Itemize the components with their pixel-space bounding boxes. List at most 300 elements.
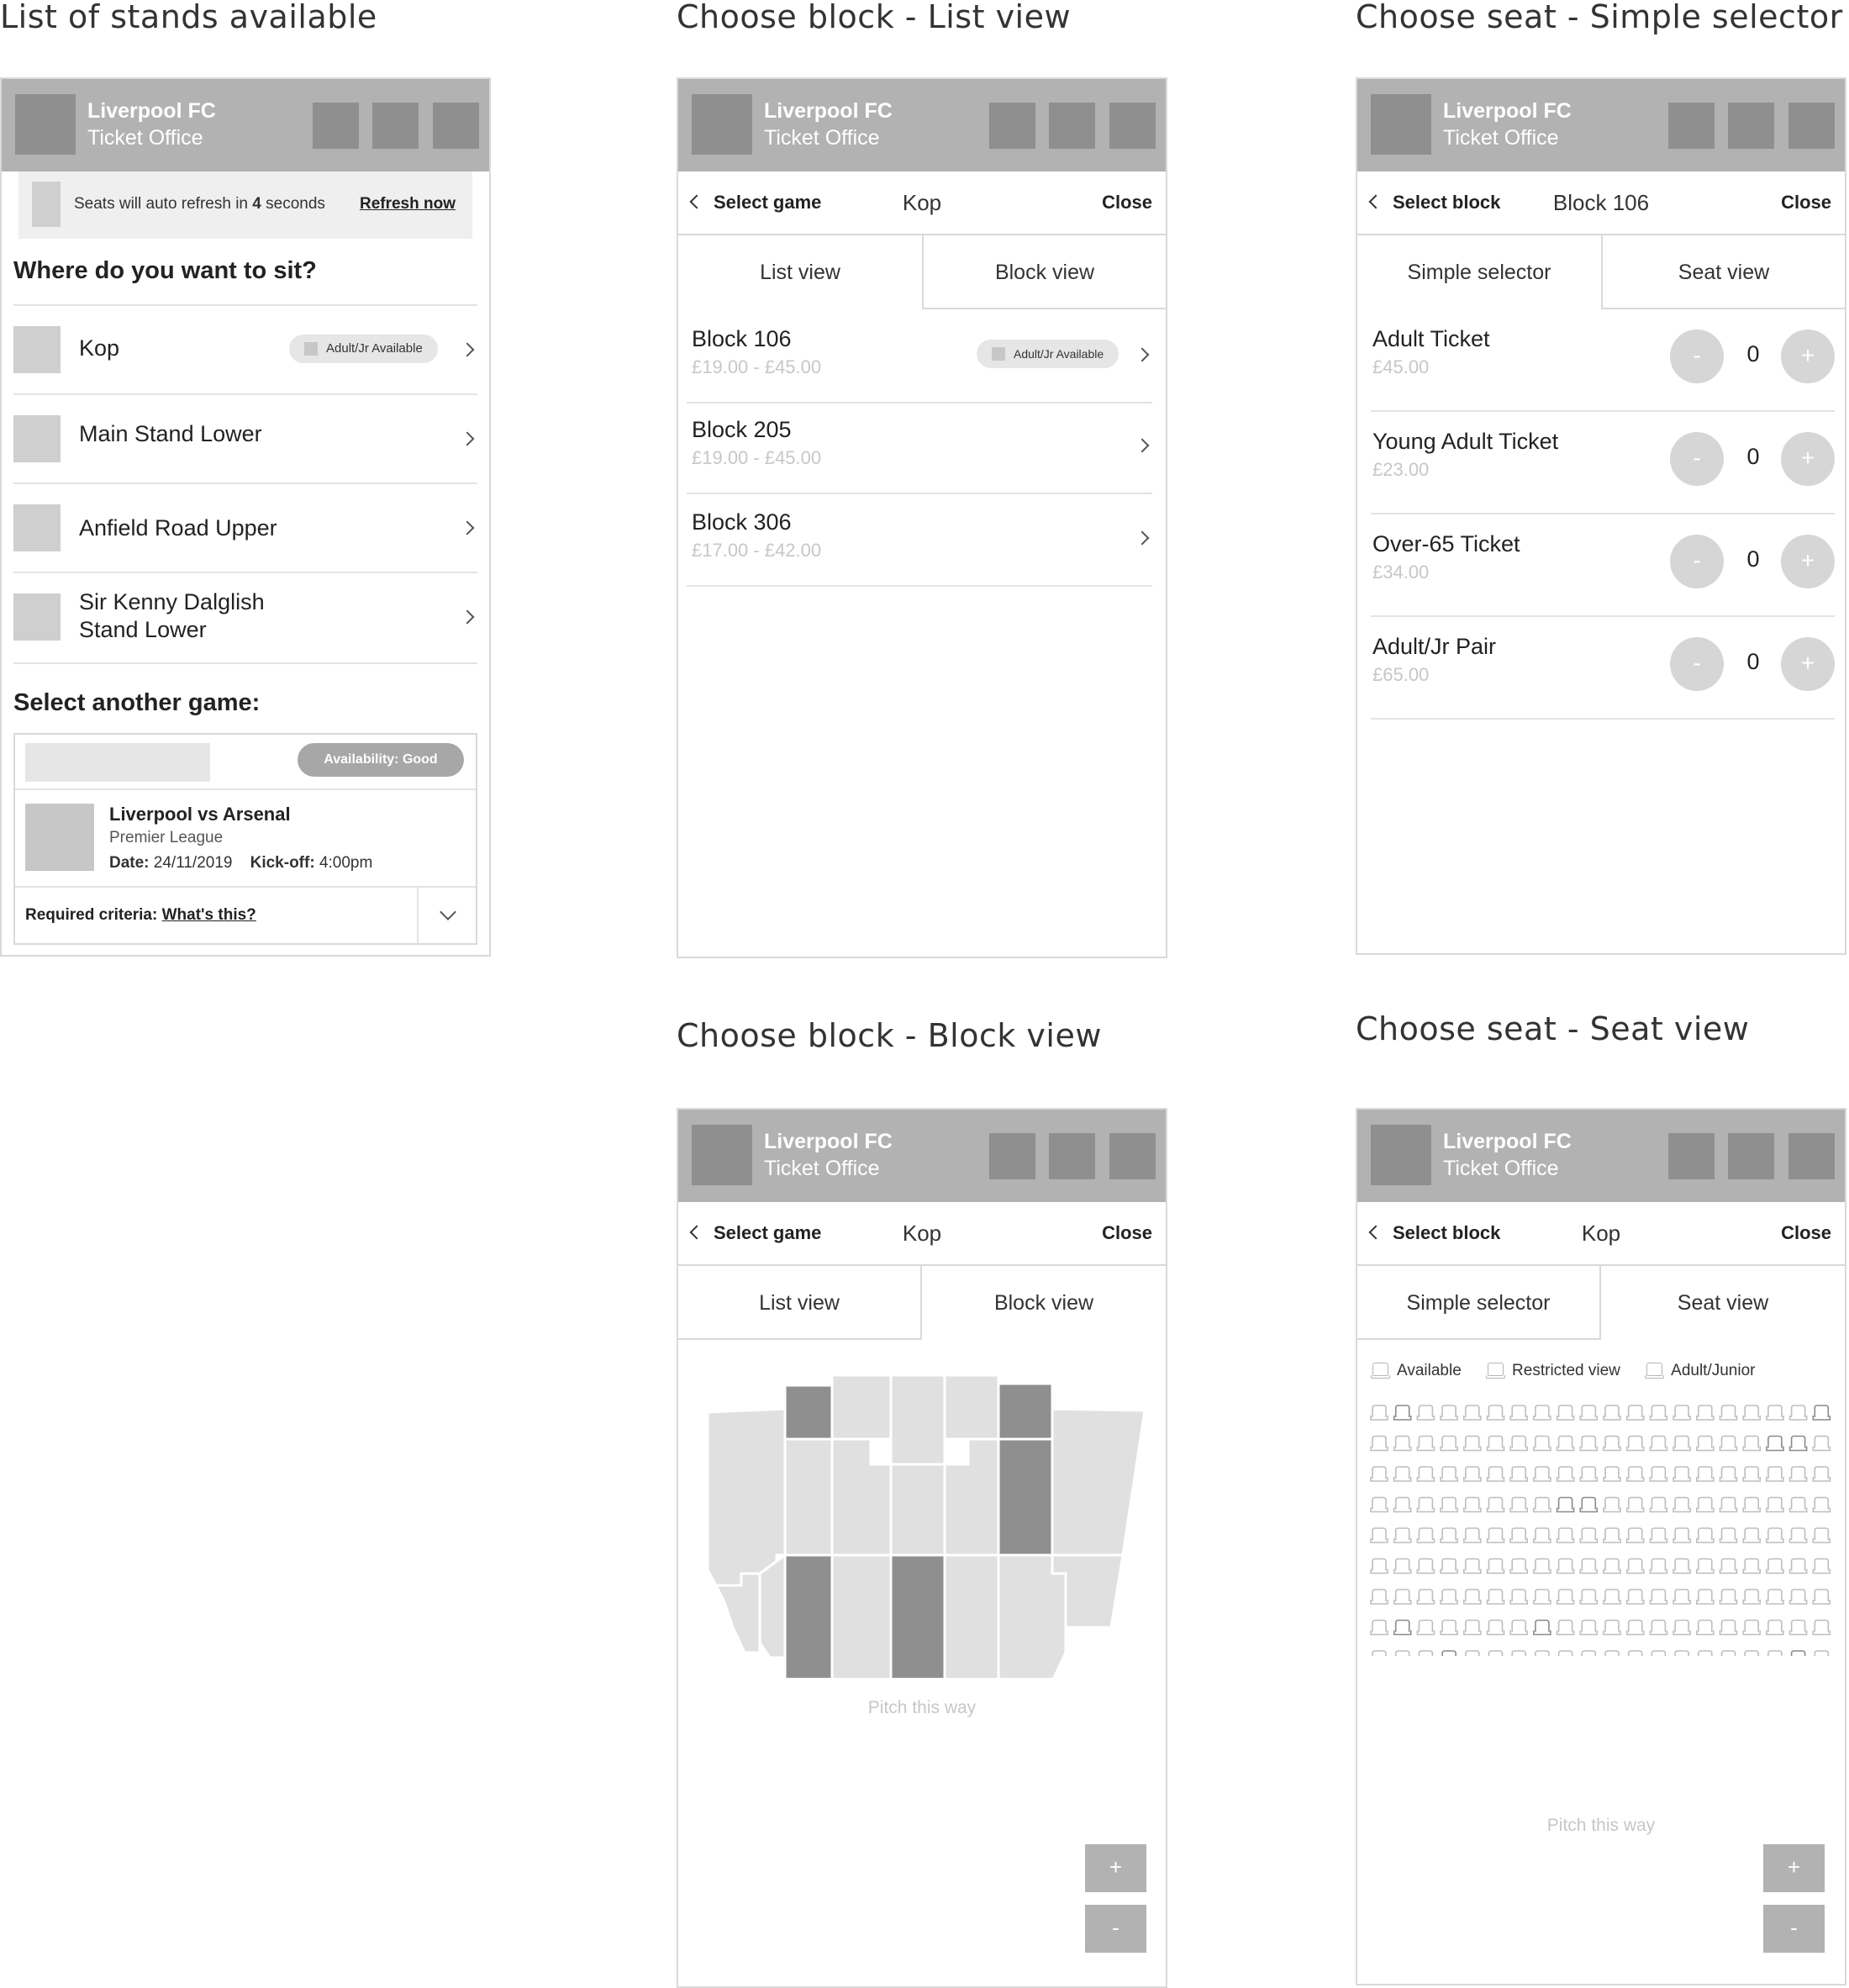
seat[interactable]: [1510, 1437, 1527, 1451]
stand-row-anfield-road-upper[interactable]: [13, 482, 477, 573]
seat[interactable]: [1394, 1651, 1411, 1656]
seat[interactable]: [1604, 1437, 1620, 1451]
seat[interactable]: [1580, 1590, 1597, 1604]
seat[interactable]: [1580, 1498, 1597, 1512]
game-card[interactable]: [13, 733, 477, 945]
decrease-button[interactable]: -: [1670, 432, 1724, 486]
seat[interactable]: [1790, 1528, 1807, 1542]
seat[interactable]: [1650, 1651, 1667, 1656]
stand-name: Anfield Road Upper: [79, 515, 277, 541]
chevron-right-icon: [1135, 531, 1150, 546]
seat[interactable]: [1580, 1621, 1597, 1635]
tab-seat-view[interactable]: Seat view: [1677, 1291, 1769, 1315]
back-select-block-button[interactable]: Select block: [1371, 1222, 1500, 1244]
stand-name: Kop: [79, 335, 120, 361]
seat[interactable]: [1743, 1498, 1760, 1512]
seat[interactable]: [1580, 1528, 1597, 1542]
seat[interactable]: [1673, 1437, 1690, 1451]
seat[interactable]: [1417, 1467, 1434, 1481]
seat[interactable]: [1488, 1498, 1504, 1512]
block-row-205[interactable]: [687, 402, 1152, 494]
seat[interactable]: [1580, 1467, 1597, 1481]
seat[interactable]: [1790, 1651, 1807, 1656]
header-action-3-icon[interactable]: [1109, 1133, 1156, 1179]
seat[interactable]: [1743, 1405, 1760, 1420]
seat[interactable]: [1673, 1528, 1690, 1542]
club-logo: [1371, 1125, 1431, 1185]
seat[interactable]: [1441, 1651, 1457, 1656]
block-shape[interactable]: [891, 1375, 945, 1464]
header-action-2-icon[interactable]: [1728, 1133, 1774, 1179]
block-price-range: £19.00 - £45.00: [692, 447, 822, 468]
seat[interactable]: [1604, 1590, 1620, 1604]
seat[interactable]: [1488, 1405, 1504, 1420]
seat[interactable]: [1464, 1590, 1481, 1604]
app-subtitle: Ticket Office: [1443, 126, 1559, 150]
seat[interactable]: [1510, 1528, 1527, 1542]
seat[interactable]: [1767, 1437, 1783, 1451]
seat[interactable]: [1813, 1651, 1830, 1656]
block-shape[interactable]: [998, 1439, 1052, 1555]
close-button[interactable]: Close: [1102, 1222, 1152, 1243]
seat[interactable]: [1510, 1498, 1527, 1512]
seat[interactable]: [1394, 1528, 1411, 1542]
app-title: Liverpool FC: [1443, 1130, 1572, 1153]
block-name: Block 106: [692, 326, 792, 351]
seat[interactable]: [1697, 1559, 1714, 1574]
seat[interactable]: [1604, 1498, 1620, 1512]
badge-icon: [992, 347, 1005, 361]
header-action-2-icon[interactable]: [1049, 1133, 1095, 1179]
seat[interactable]: [1371, 1498, 1388, 1512]
seat[interactable]: [1557, 1528, 1574, 1542]
seat[interactable]: [1557, 1621, 1574, 1635]
stand-block-map: [708, 1375, 1145, 1678]
seat[interactable]: [1627, 1467, 1644, 1481]
increase-button[interactable]: +: [1781, 637, 1835, 691]
seat[interactable]: [1534, 1405, 1551, 1420]
seat[interactable]: [1371, 1437, 1388, 1451]
seat[interactable]: [1697, 1651, 1714, 1656]
seat[interactable]: [1720, 1590, 1737, 1604]
increase-button[interactable]: +: [1781, 535, 1835, 588]
seat[interactable]: [1371, 1651, 1388, 1656]
close-button[interactable]: Close: [1781, 1222, 1831, 1243]
seat[interactable]: [1394, 1498, 1411, 1512]
whats-this-link[interactable]: What's this?: [161, 906, 256, 924]
seat[interactable]: [1534, 1528, 1551, 1542]
seat[interactable]: [1627, 1590, 1644, 1604]
seat[interactable]: [1534, 1651, 1551, 1656]
seat-legend: [1372, 1362, 1778, 1380]
seat-icon: [1372, 1363, 1388, 1376]
block-shape[interactable]: [891, 1464, 945, 1555]
seat[interactable]: [1767, 1467, 1783, 1481]
seat[interactable]: [1510, 1590, 1527, 1604]
seat[interactable]: [1394, 1467, 1411, 1481]
seat[interactable]: [1604, 1528, 1620, 1542]
seat[interactable]: [1650, 1467, 1667, 1481]
seat[interactable]: [1557, 1405, 1574, 1420]
seat[interactable]: [1371, 1590, 1388, 1604]
seat[interactable]: [1743, 1437, 1760, 1451]
seat[interactable]: [1627, 1405, 1644, 1420]
seat[interactable]: [1488, 1437, 1504, 1451]
seat[interactable]: [1580, 1405, 1597, 1420]
seat[interactable]: [1441, 1590, 1457, 1604]
seat[interactable]: [1650, 1590, 1667, 1604]
club-logo: [692, 94, 752, 155]
seat[interactable]: [1697, 1405, 1714, 1420]
stand-row-main-stand-lower[interactable]: [13, 393, 477, 484]
seat[interactable]: [1813, 1467, 1830, 1481]
block-shape[interactable]: [1052, 1409, 1145, 1555]
seat[interactable]: [1697, 1498, 1714, 1512]
seat[interactable]: [1464, 1467, 1481, 1481]
block-row-106[interactable]: [687, 311, 1152, 403]
refresh-message: Seats will auto refresh in 4 seconds: [74, 195, 325, 213]
seat[interactable]: [1790, 1405, 1807, 1420]
header-action-1-icon[interactable]: [989, 1133, 1035, 1179]
seat[interactable]: [1650, 1559, 1667, 1574]
seat[interactable]: [1510, 1559, 1527, 1574]
block-shape[interactable]: [785, 1439, 832, 1555]
seat[interactable]: [1464, 1405, 1481, 1420]
seat[interactable]: [1767, 1651, 1783, 1656]
block-shape[interactable]: [832, 1439, 891, 1555]
seat[interactable]: [1627, 1559, 1644, 1574]
seat[interactable]: [1441, 1467, 1457, 1481]
seat[interactable]: [1720, 1559, 1737, 1574]
sub-navigation: [678, 171, 1166, 235]
zoom-out-button[interactable]: -: [1085, 1905, 1146, 1953]
seat[interactable]: [1604, 1651, 1620, 1656]
seat[interactable]: [1488, 1528, 1504, 1542]
seat[interactable]: [1697, 1467, 1714, 1481]
increase-button[interactable]: +: [1781, 432, 1835, 486]
select-another-game-heading: Select another game:: [13, 689, 261, 716]
tab-list-view[interactable]: List view: [760, 261, 840, 284]
back-select-block-button[interactable]: Select block: [1371, 192, 1500, 214]
app-header: [1357, 79, 1845, 171]
seat[interactable]: [1813, 1559, 1830, 1574]
seat[interactable]: [1394, 1405, 1411, 1420]
seat[interactable]: [1813, 1528, 1830, 1542]
seat[interactable]: [1510, 1467, 1527, 1481]
seat[interactable]: [1488, 1651, 1504, 1656]
block-shape[interactable]: [945, 1375, 998, 1439]
seat[interactable]: [1417, 1498, 1434, 1512]
refresh-now-link[interactable]: Refresh now: [359, 195, 456, 213]
seat[interactable]: [1580, 1559, 1597, 1574]
seat[interactable]: [1394, 1621, 1411, 1635]
increase-button[interactable]: +: [1781, 330, 1835, 383]
seat[interactable]: [1720, 1651, 1737, 1656]
app-header: [1357, 1110, 1845, 1202]
seat[interactable]: [1417, 1437, 1434, 1451]
seat[interactable]: [1813, 1498, 1830, 1512]
seat[interactable]: [1743, 1528, 1760, 1542]
seat[interactable]: [1673, 1651, 1690, 1656]
block-shape[interactable]: [945, 1555, 998, 1678]
seat[interactable]: [1627, 1621, 1644, 1635]
ticket-quantity: 0: [1746, 546, 1760, 572]
seat[interactable]: [1743, 1621, 1760, 1635]
seat[interactable]: [1488, 1467, 1504, 1481]
tab-simple-selector[interactable]: Simple selector: [1407, 261, 1551, 284]
header-action-3-icon[interactable]: [1788, 1133, 1835, 1179]
seat[interactable]: [1417, 1405, 1434, 1420]
pitch-direction-label: Pitch this way: [1546, 1816, 1656, 1835]
seat[interactable]: [1767, 1590, 1783, 1604]
seat[interactable]: [1627, 1651, 1644, 1656]
seat[interactable]: [1488, 1621, 1504, 1635]
match-date-kickoff: Date: 24/11/2019 Kick-off: 4:00pm: [109, 854, 373, 872]
view-tabs: [678, 235, 1166, 309]
divider: [417, 886, 419, 943]
block-shape[interactable]: [998, 1384, 1052, 1439]
seat[interactable]: [1673, 1559, 1690, 1574]
stand-name: Main Stand Lower: [79, 421, 262, 446]
seat[interactable]: [1604, 1621, 1620, 1635]
seat[interactable]: [1417, 1590, 1434, 1604]
block-shape[interactable]: [716, 1574, 760, 1653]
decrease-button[interactable]: -: [1670, 535, 1724, 588]
header-action-2-icon[interactable]: [1728, 103, 1774, 149]
seat[interactable]: [1417, 1528, 1434, 1542]
app-header: [678, 79, 1166, 171]
seat[interactable]: [1673, 1621, 1690, 1635]
seat[interactable]: [1743, 1467, 1760, 1481]
seat[interactable]: [1394, 1437, 1411, 1451]
back-select-game-button[interactable]: Select game: [692, 1222, 821, 1244]
block-shape[interactable]: [785, 1385, 832, 1439]
stand-title: Kop: [902, 1221, 942, 1246]
phone-block-view: [677, 1108, 1167, 1988]
seat[interactable]: [1743, 1651, 1760, 1656]
seat[interactable]: [1813, 1621, 1830, 1635]
seat[interactable]: [1743, 1590, 1760, 1604]
seat[interactable]: [1534, 1590, 1551, 1604]
seat[interactable]: [1650, 1621, 1667, 1635]
seat[interactable]: [1441, 1621, 1457, 1635]
seat[interactable]: [1650, 1405, 1667, 1420]
seat[interactable]: [1464, 1498, 1481, 1512]
header-action-1-icon[interactable]: [1668, 103, 1715, 149]
header-action-3-icon[interactable]: [433, 103, 479, 149]
header-action-3-icon[interactable]: [1788, 103, 1835, 149]
seat[interactable]: [1697, 1437, 1714, 1451]
seat[interactable]: [1510, 1621, 1527, 1635]
required-criteria: Required criteria: What's this?: [25, 906, 256, 924]
seat[interactable]: [1720, 1528, 1737, 1542]
seat[interactable]: [1627, 1498, 1644, 1512]
seat[interactable]: [1441, 1437, 1457, 1451]
seat[interactable]: [1790, 1467, 1807, 1481]
seat[interactable]: [1627, 1437, 1644, 1451]
seat[interactable]: [1790, 1590, 1807, 1604]
seat[interactable]: [1697, 1528, 1714, 1542]
seat[interactable]: [1767, 1559, 1783, 1574]
block-shape[interactable]: [891, 1555, 945, 1678]
seat[interactable]: [1790, 1498, 1807, 1512]
seat[interactable]: [1417, 1651, 1434, 1656]
chevron-right-icon: [1135, 439, 1150, 453]
seat[interactable]: [1720, 1467, 1737, 1481]
chevron-down-icon[interactable]: [440, 904, 456, 920]
seat[interactable]: [1720, 1621, 1737, 1635]
block-shape[interactable]: [832, 1375, 891, 1439]
seat[interactable]: [1441, 1528, 1457, 1542]
seat[interactable]: [1650, 1437, 1667, 1451]
tab-simple-selector[interactable]: Simple selector: [1357, 1266, 1601, 1340]
seat[interactable]: [1371, 1467, 1388, 1481]
badge-icon: [304, 342, 318, 356]
seat[interactable]: [1650, 1528, 1667, 1542]
seat[interactable]: [1790, 1559, 1807, 1574]
section-title-stands: List of stands available: [0, 0, 377, 35]
seat[interactable]: [1604, 1559, 1620, 1574]
seat[interactable]: [1441, 1405, 1457, 1420]
block-shape[interactable]: [832, 1555, 891, 1678]
tab-list-view[interactable]: List view: [678, 1266, 922, 1340]
seat[interactable]: [1394, 1559, 1411, 1574]
seat[interactable]: [1557, 1559, 1574, 1574]
block-shape[interactable]: [785, 1555, 832, 1678]
seat[interactable]: [1767, 1528, 1783, 1542]
chevron-right-icon: [461, 343, 475, 357]
seat[interactable]: [1441, 1498, 1457, 1512]
seat[interactable]: [1673, 1498, 1690, 1512]
match-title: Liverpool vs Arsenal: [109, 804, 291, 825]
zoom-out-button[interactable]: -: [1763, 1905, 1825, 1953]
back-select-game-button[interactable]: Select game: [692, 192, 821, 214]
seat[interactable]: [1720, 1437, 1737, 1451]
stand-row-sir-kenny-dalglish[interactable]: [13, 572, 477, 664]
seat[interactable]: [1720, 1405, 1737, 1420]
header-action-3-icon[interactable]: [1109, 103, 1156, 149]
seat[interactable]: [1417, 1559, 1434, 1574]
decrease-button[interactable]: -: [1670, 330, 1724, 383]
app-header: [2, 79, 489, 171]
seat[interactable]: [1650, 1498, 1667, 1512]
seat[interactable]: [1604, 1467, 1620, 1481]
stand-thumbnail: [13, 593, 61, 641]
seat[interactable]: [1673, 1590, 1690, 1604]
seat[interactable]: [1813, 1405, 1830, 1420]
seat[interactable]: [1488, 1559, 1504, 1574]
seat[interactable]: [1767, 1621, 1783, 1635]
match-league: Premier League: [109, 829, 224, 846]
seat[interactable]: [1464, 1528, 1481, 1542]
seat[interactable]: [1580, 1651, 1597, 1656]
ticket-price: £45.00: [1372, 356, 1430, 377]
seat[interactable]: [1557, 1651, 1574, 1656]
ticket-quantity: 0: [1746, 444, 1760, 469]
header-action-1-icon[interactable]: [1668, 1133, 1715, 1179]
seat[interactable]: [1464, 1621, 1481, 1635]
header-action-1-icon[interactable]: [313, 103, 359, 149]
seat[interactable]: [1488, 1590, 1504, 1604]
seat[interactable]: [1464, 1651, 1481, 1656]
seat[interactable]: [1510, 1651, 1527, 1656]
seat[interactable]: [1534, 1621, 1551, 1635]
seat[interactable]: [1464, 1437, 1481, 1451]
block-shape[interactable]: [708, 1409, 785, 1585]
decrease-button[interactable]: -: [1670, 637, 1724, 691]
seat[interactable]: [1557, 1437, 1574, 1451]
seat[interactable]: [1790, 1437, 1807, 1451]
block-shape[interactable]: [945, 1439, 998, 1555]
seat[interactable]: [1743, 1559, 1760, 1574]
zoom-in-button[interactable]: +: [1763, 1844, 1825, 1892]
seat-tabs: [1357, 235, 1845, 309]
app-subtitle: Ticket Office: [764, 1157, 880, 1180]
seat[interactable]: [1394, 1590, 1411, 1604]
refresh-countdown: 4: [252, 195, 261, 213]
seat[interactable]: [1534, 1467, 1551, 1481]
seat[interactable]: [1417, 1621, 1434, 1635]
tab-seat-view[interactable]: Seat view: [1601, 235, 1845, 309]
seat-grid: [1369, 1404, 1836, 1656]
tab-block-view[interactable]: Block view: [922, 235, 1166, 309]
seat-icon: [1488, 1363, 1504, 1376]
seat-icon: [1646, 1363, 1662, 1376]
divider: [15, 886, 476, 888]
seat[interactable]: [1371, 1405, 1388, 1420]
close-button[interactable]: Close: [1102, 192, 1152, 213]
seat[interactable]: [1557, 1590, 1574, 1604]
seat[interactable]: [1697, 1621, 1714, 1635]
seat[interactable]: [1673, 1405, 1690, 1420]
club-logo: [1371, 94, 1431, 155]
seat[interactable]: [1673, 1467, 1690, 1481]
seat[interactable]: [1371, 1621, 1388, 1635]
block-shape[interactable]: [760, 1555, 785, 1658]
zoom-in-button[interactable]: +: [1085, 1844, 1146, 1892]
header-action-1-icon[interactable]: [989, 103, 1035, 149]
seat[interactable]: [1580, 1437, 1597, 1451]
seat[interactable]: [1371, 1528, 1388, 1542]
seat[interactable]: [1627, 1528, 1644, 1542]
tab-block-view[interactable]: Block view: [993, 1291, 1094, 1315]
seat[interactable]: [1697, 1590, 1714, 1604]
seat[interactable]: [1441, 1559, 1457, 1574]
seat[interactable]: [1767, 1405, 1783, 1420]
seat[interactable]: [1510, 1405, 1527, 1420]
seat[interactable]: [1464, 1559, 1481, 1574]
seat[interactable]: [1557, 1498, 1574, 1512]
header-action-2-icon[interactable]: [372, 103, 419, 149]
seat[interactable]: [1534, 1437, 1551, 1451]
seat[interactable]: [1813, 1590, 1830, 1604]
section-title-seat-view: Choose seat - Seat view: [1356, 1010, 1750, 1047]
close-button[interactable]: Close: [1781, 192, 1831, 213]
seat[interactable]: [1604, 1405, 1620, 1420]
block-row-306[interactable]: [687, 494, 1152, 587]
seat[interactable]: [1720, 1498, 1737, 1512]
stand-row-kop[interactable]: [13, 304, 477, 395]
seat[interactable]: [1534, 1498, 1551, 1512]
seat[interactable]: [1790, 1621, 1807, 1635]
seat[interactable]: [1557, 1467, 1574, 1481]
chevron-right-icon: [1135, 348, 1150, 362]
seat[interactable]: [1371, 1559, 1388, 1574]
seat[interactable]: [1767, 1498, 1783, 1512]
header-action-2-icon[interactable]: [1049, 103, 1095, 149]
seat[interactable]: [1534, 1559, 1551, 1574]
seat[interactable]: [1813, 1437, 1830, 1451]
